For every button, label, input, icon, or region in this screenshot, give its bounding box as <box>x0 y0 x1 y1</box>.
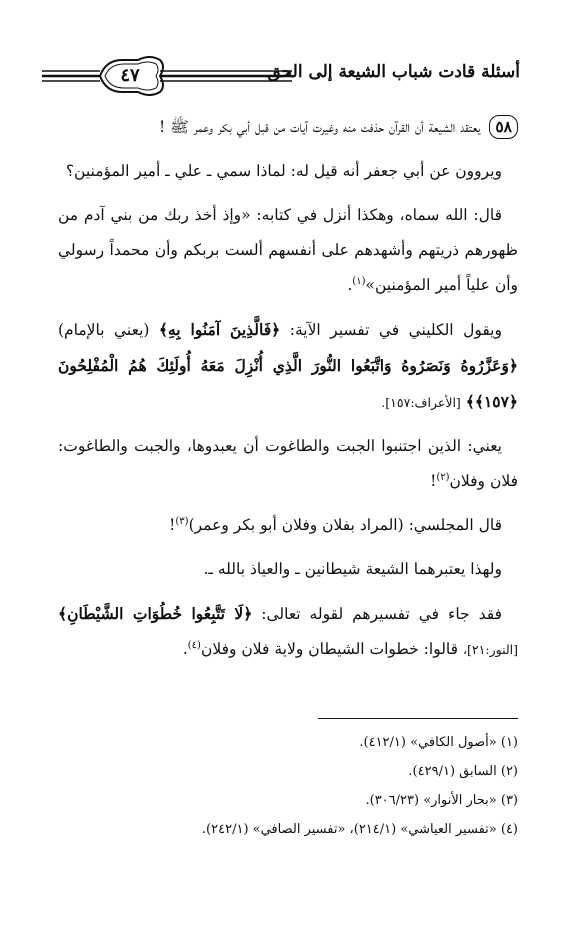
footnotes <box>200 728 518 844</box>
paragraph <box>58 429 518 499</box>
paragraph: قال: الله سماه، وهكذا أنزل في كتابه: «وإذ أخذ ربك من بني آدم من ظهورهم ذريتهم وأشهدهم على أنفسهم ألست بربكم وأن محمداً رسولي وأن علياً أمير المؤمنين»$^{(١)}$. <box>58 206 518 294</box>
quran-verse: ﴿لَا تَتَّبِعُوا خُطُوَاتِ الشَّيْطَانِ﴾ <box>58 604 253 623</box>
paragraph <box>58 154 518 189</box>
paragraph-text: قال: الله سماه، وهكذا أنزل في كتابه: «وإذ أخذ ربك من بني آدم من ظهورهم ذريتهم وأشهدهم على أنفسهم ألست بربكم وأن محمداً رسولي وأن علياً أمير المؤمنين» <box>58 206 518 294</box>
paragraph-text: قال المجلسي: (المراد بفلان وفلان أبو بكر وعمر) <box>188 516 502 534</box>
question-number-badge: ٥٨ <box>489 115 518 139</box>
page-number: ٤٧ <box>120 65 140 86</box>
paragraph <box>58 596 518 667</box>
quran-verse: ﴿وَعَزَّرُوهُ وَنَصَرُوهُ وَاتَّبَعُوا النُّورَ الَّذِي أُنْزِلَ مَعَهُ أُولَئِكَ هُمُ الْمُفْلِحُونَ ﴿١٥٧﴾﴾ <box>58 356 518 411</box>
punctuation: ! <box>430 472 437 490</box>
running-title: أسئلة قادت شباب الشيعة إلى الحق <box>267 62 520 82</box>
footnote-ref: (٣) <box>175 515 189 527</box>
verse-source: [الأعراف:١٥٧]. <box>381 395 461 410</box>
paragraph-text: ويقول الكليني في تفسير الآية: <box>289 321 502 339</box>
paragraph <box>58 312 518 420</box>
footnote-ref: (٤) <box>187 639 201 651</box>
paragraph-question <box>58 110 518 145</box>
verse-source: [النور:٢١]، <box>463 642 518 657</box>
quran-verse: ﴿فَالَّذِينَ آمَنُوا بِهِ﴾ <box>158 320 281 339</box>
paragraph-text: فقد جاء في تفسيرهم لقوله تعالى: <box>261 605 502 623</box>
footnote: (٣) «بحار الأنوار» (٣٠٦/٢٣). <box>365 793 518 808</box>
paragraph-text: قالوا: خطوات الشيطان ولاية فلان وفلان <box>200 640 459 658</box>
paragraph-text: يعتقد الشيعة أن القرآن حذفت منه وغيرت آيات من قبل أبي بكر وعمر ﷺ ! <box>158 118 481 136</box>
punctuation: . <box>182 640 188 658</box>
footnote: (١) «أصول الكافي» (٤١٢/١). <box>359 735 518 750</box>
footnote-divider <box>318 718 518 719</box>
footnote-ref: (١) <box>352 275 366 287</box>
paragraph-text: ويروون عن أبي جعفر أنه قيل له: لماذا سمي ـ علي ـ أمير المؤمنين؟ <box>65 162 502 180</box>
footnote-ref: (٢) <box>436 471 450 483</box>
paragraph-text: (يعني بالإمام) <box>58 321 150 339</box>
page-header <box>42 56 520 96</box>
paragraph <box>58 508 518 543</box>
footnote: (٤) «تفسير العياشي» (٢١٤/١)، «تفسير الصافي» (٢٤٢/١). <box>201 822 518 837</box>
footnote: (٢) السابق (٤٢٩/١). <box>408 764 518 779</box>
punctuation: ! <box>169 516 176 534</box>
page-number-ornament <box>42 56 292 96</box>
paragraph <box>58 552 518 587</box>
paragraph-text: ولهذا يعتبرهما الشيعة شيطانين ـ والعياذ بالله ـ. <box>203 560 502 578</box>
paragraph-text: يعني: الذين اجتنبوا الجبت والطاغوت أن يعبدوها، والجبت والطاغوت: فلان وفلان <box>58 437 518 490</box>
main-text <box>58 110 518 676</box>
